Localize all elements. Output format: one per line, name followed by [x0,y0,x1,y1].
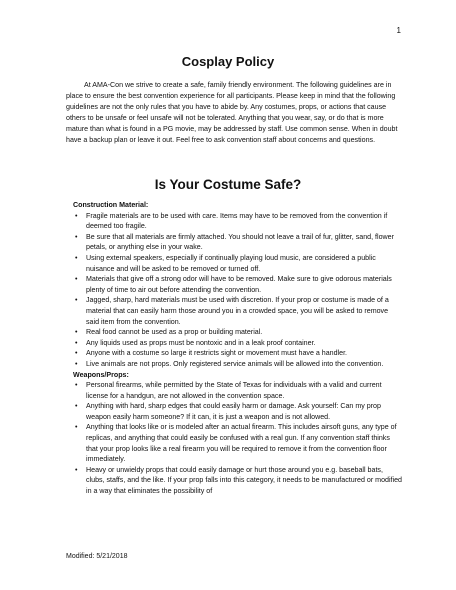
list-item: • Any liquids used as props must be nontoxic and in a leak proof container. [86,338,403,349]
list-item: • Fragile materials are to be used with care. Items may have to be removed from the convention if deemed too fragile. [86,211,403,232]
list-item: • Anyone with a costume so large it restricts sight or movement must have a handler. [86,348,403,359]
weapons-heading: Weapons/Props: [73,370,129,379]
section-heading-costume-safe: Is Your Costume Safe? [154,177,302,192]
list-item: • Anything with hard, sharp edges that could easily harm or damage. Ask yourself: Can my prop weapon easily harm someone? If it can, it is just a weapon and is not allowed. [86,401,403,422]
list-item: • Personal firearms, while permitted by the State of Texas for individuals with a valid and current license for a handgun, are not allowed in the convention space. [86,380,403,401]
construction-heading: Construction Material: [73,201,149,209]
policy-content [73,200,403,497]
construction-list [73,211,403,370]
page-number: 1 [396,26,401,35]
modified-date: Modified: 5/21/2018 [66,553,128,560]
list-item: • Real food cannot be used as a prop or building material. [86,327,403,338]
list-item: • Live animals are not props. Only registered service animals will be allowed into the convention. [86,359,403,370]
list-item: • Anything that looks like or is modeled after an actual firearm. This includes airsoft guns, any type of replicas, and anything that could easily be confused with a real gun. If any convention staff thinks that your prop looks like a real firearm you will be required to remove it from the convention floor immediately. [86,422,403,464]
page-title: Cosplay Policy [181,54,275,69]
list-item: • Heavy or unwieldy props that could easily damage or hurt those around you e.g. baseball bats, clubs, staffs, and the like. If your prop falls into this category, it needs to be manufactured or modified in a way that eliminates the possibility of [86,465,403,497]
weapons-list [73,380,403,497]
list-item: • Be sure that all materials are firmly attached. You should not leave a trail of fur, glitter, sand, flower petals, or anything else in your wake. [86,232,403,253]
list-item: • Materials that give off a strong odor will have to be removed. Make sure to give odorous materials plenty of time to air out before attending the convention. [86,274,403,295]
intro-paragraph: At AMA-Con we strive to create a safe, family friendly environment. The following guidelines are in place to ensure the best convention experience for all participants. Please keep in mind that the following guidelines are not the only rules that you have to abide by. Any costumes, props, or actions that cause others to be unsafe or feel unsafe will not be tolerated. Anything that you wear, say, or do that is more mature than what is found in a PG movie, may be addressed by staff. Use common sense. When in doubt have a backup plan or leave it out. Feel free to ask convention staff about concerns and questions. [66,81,398,144]
list-item: • Jagged, sharp, hard materials must be used with discretion. If your prop or costume is made of a material that can easily harm those around you in a crowded space, you will be asked to remove said item from the convention. [86,295,403,327]
list-item: • Using external speakers, especially if continually playing loud music, are considered a public nuisance and will be asked to be removed or turned off. [86,253,403,274]
